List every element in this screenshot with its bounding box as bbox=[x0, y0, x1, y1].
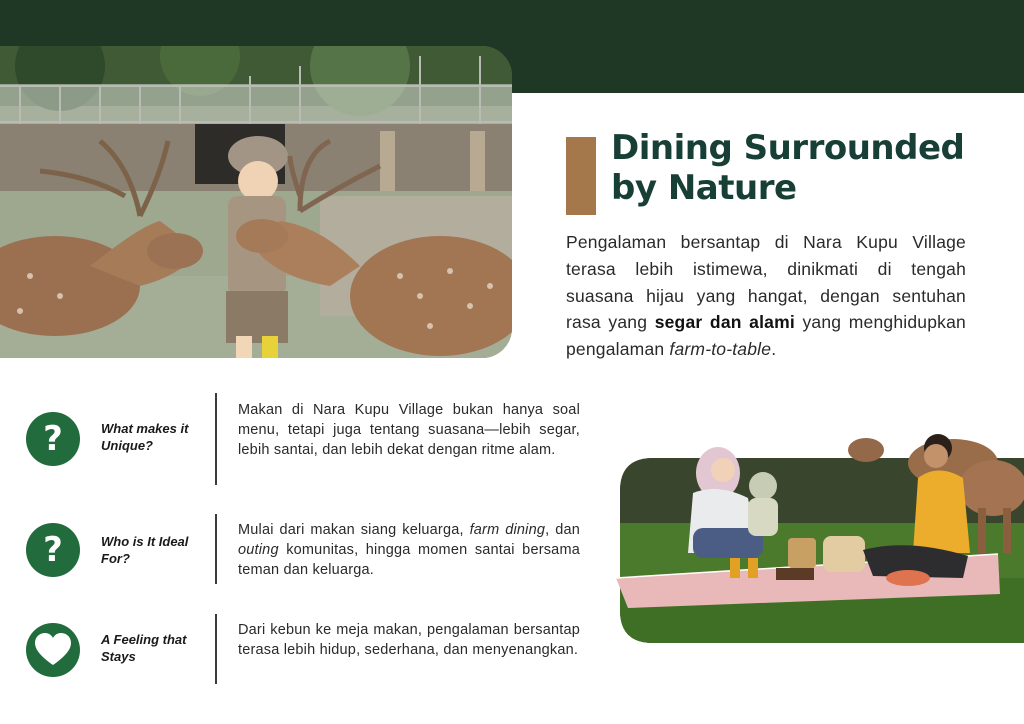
feature-divider bbox=[215, 393, 217, 485]
picnic-photo bbox=[608, 428, 1024, 648]
feature-label: Who is It Ideal For? bbox=[101, 534, 189, 566]
question-icon bbox=[26, 412, 80, 466]
feature-description: Makan di Nara Kupu Village bukan hanya soal menu, tetapi juga tentang suasana—lebih segar, lebih santai, dan lebih dekat dengan ritme alam. bbox=[238, 402, 580, 458]
title-line-2: by Nature bbox=[611, 168, 797, 208]
feature-divider bbox=[215, 614, 217, 684]
title-accent-bar bbox=[566, 137, 596, 215]
intro-italic-text: farm-to-table bbox=[669, 339, 772, 360]
desc-text: Mulai dari makan siang keluarga, bbox=[238, 522, 470, 538]
intro-paragraph bbox=[566, 229, 966, 363]
hero-photo-deer-feeding bbox=[0, 46, 512, 358]
feature-description bbox=[238, 520, 580, 580]
feature-ideal-for bbox=[0, 514, 600, 609]
feature-divider bbox=[215, 514, 217, 584]
feature-label: What makes it Unique? bbox=[101, 421, 189, 453]
desc-italic: farm dining bbox=[469, 522, 546, 538]
question-icon bbox=[26, 523, 80, 577]
svg-text:?: ? bbox=[43, 530, 63, 570]
desc-italic: outing bbox=[238, 542, 279, 558]
page-title bbox=[611, 128, 1011, 208]
feature-label: A Feeling that Stays bbox=[101, 632, 187, 664]
heart-icon bbox=[26, 623, 80, 677]
desc-text: , dan bbox=[545, 522, 581, 538]
svg-text:?: ? bbox=[43, 419, 63, 459]
intro-text-1: Pengalaman bersantap di Nara Kupu Village terasa lebih istimewa, dinikmati di tengah suasana hijau yang hangat, dengan sentuhan rasa yang bbox=[566, 232, 966, 333]
feature-unique bbox=[0, 393, 600, 488]
intro-text-3: . bbox=[771, 339, 777, 360]
title-line-1: Dining Surrounded bbox=[611, 128, 965, 168]
feature-feeling bbox=[0, 614, 600, 709]
intro-bold-text: segar dan alami bbox=[654, 312, 795, 333]
intro-text-2: yang menghidupkan pengalaman bbox=[566, 312, 966, 360]
feature-description: Dari kebun ke meja makan, pengalaman bersantap terasa lebih hidup, sederhana, dan menyenangkan. bbox=[238, 622, 580, 658]
desc-text: komunitas, hingga momen santai bersama teman dan keluarga. bbox=[238, 542, 580, 578]
